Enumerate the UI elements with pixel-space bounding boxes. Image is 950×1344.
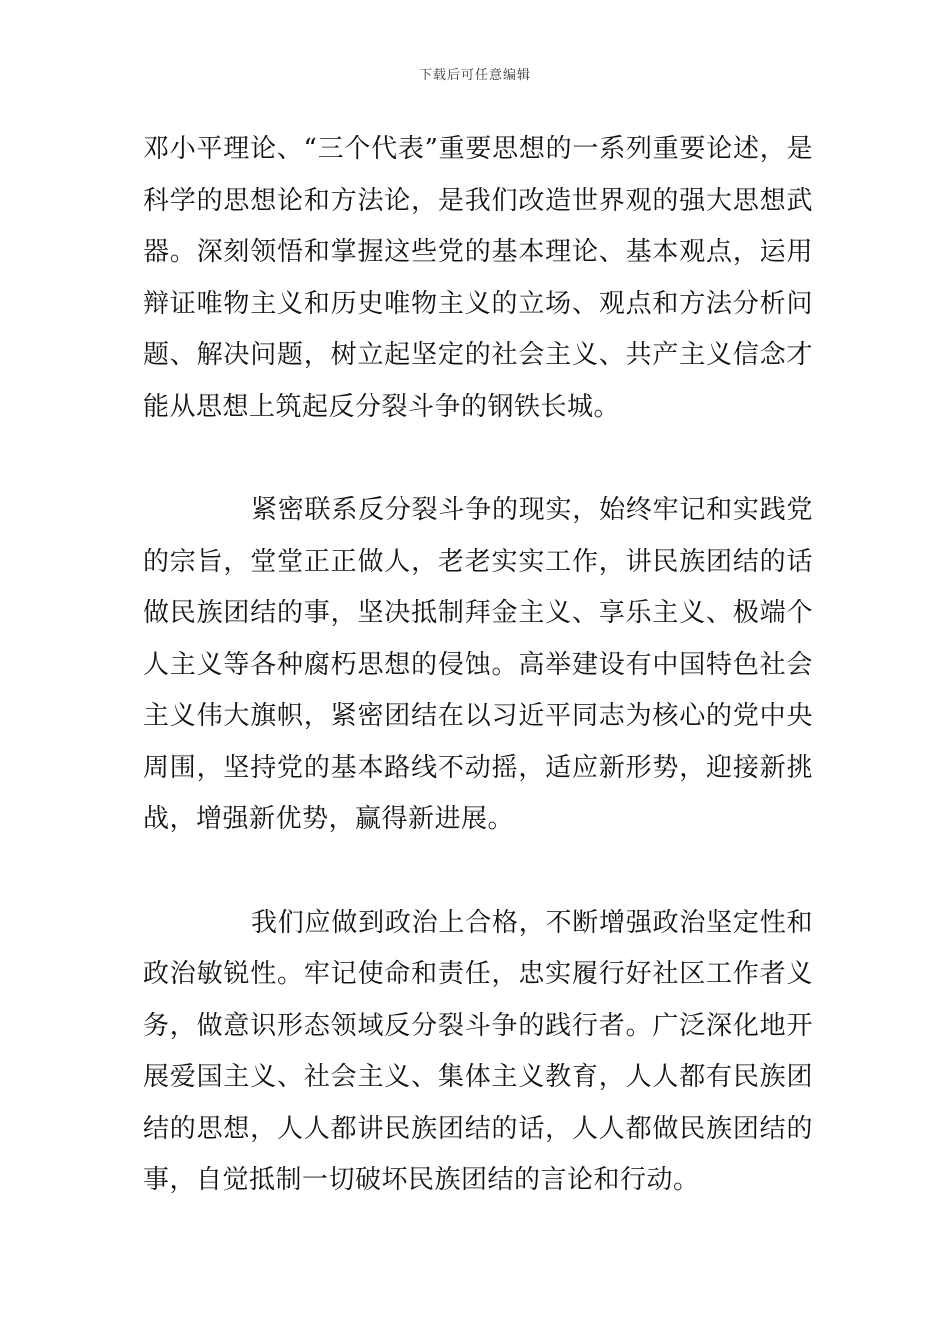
- page-header-watermark: 下载后可任意编辑: [418, 68, 531, 83]
- document-body: [143, 124, 813, 1207]
- paragraph-theory: 邓小平理论、“三个代表”重要思想的一系列重要论述，是科学的思想论和方法论，是我们改造世界观的强大思想武器。深刻领悟和掌握这些党的基本理论、基本观点，运用辩证唯物主义和历史唯物主义的立场、观点和方法分析问题、解决问题，树立起坚定的社会主义、共产主义信念才能从思想上筑起反分裂斗争的钢铁长城。: [143, 134, 813, 422]
- paragraph-political: 我们应做到政治上合格，不断增强政治坚定性和政治敏锐性。牢记使命和责任，忠实履行好社区工作者义务，做意识形态领域反分裂斗争的践行者。广泛深化地开展爱国主义、社会主义、集体主义教育，人人都有民族团结的思想，人人都讲民族团结的话，人人都做民族团结的事，自觉抵制一切破坏民族团结的言论和行动。: [143, 907, 813, 1195]
- paragraph-practice: 紧密联系反分裂斗争的现实，始终牢记和实践党的宗旨，堂堂正正做人，老老实实工作，讲民族团结的话做民族团结的事，坚决抵制拜金主义、享乐主义、极端个人主义等各种腐朽思想的侵蚀。高举建设有中国特色社会主义伟大旗帜，紧密团结在以习近平同志为核心的党中央周围，坚持党的基本路线不动摇，适应新形势，迎接新挑战，增强新优势，赢得新进展。: [143, 495, 813, 834]
